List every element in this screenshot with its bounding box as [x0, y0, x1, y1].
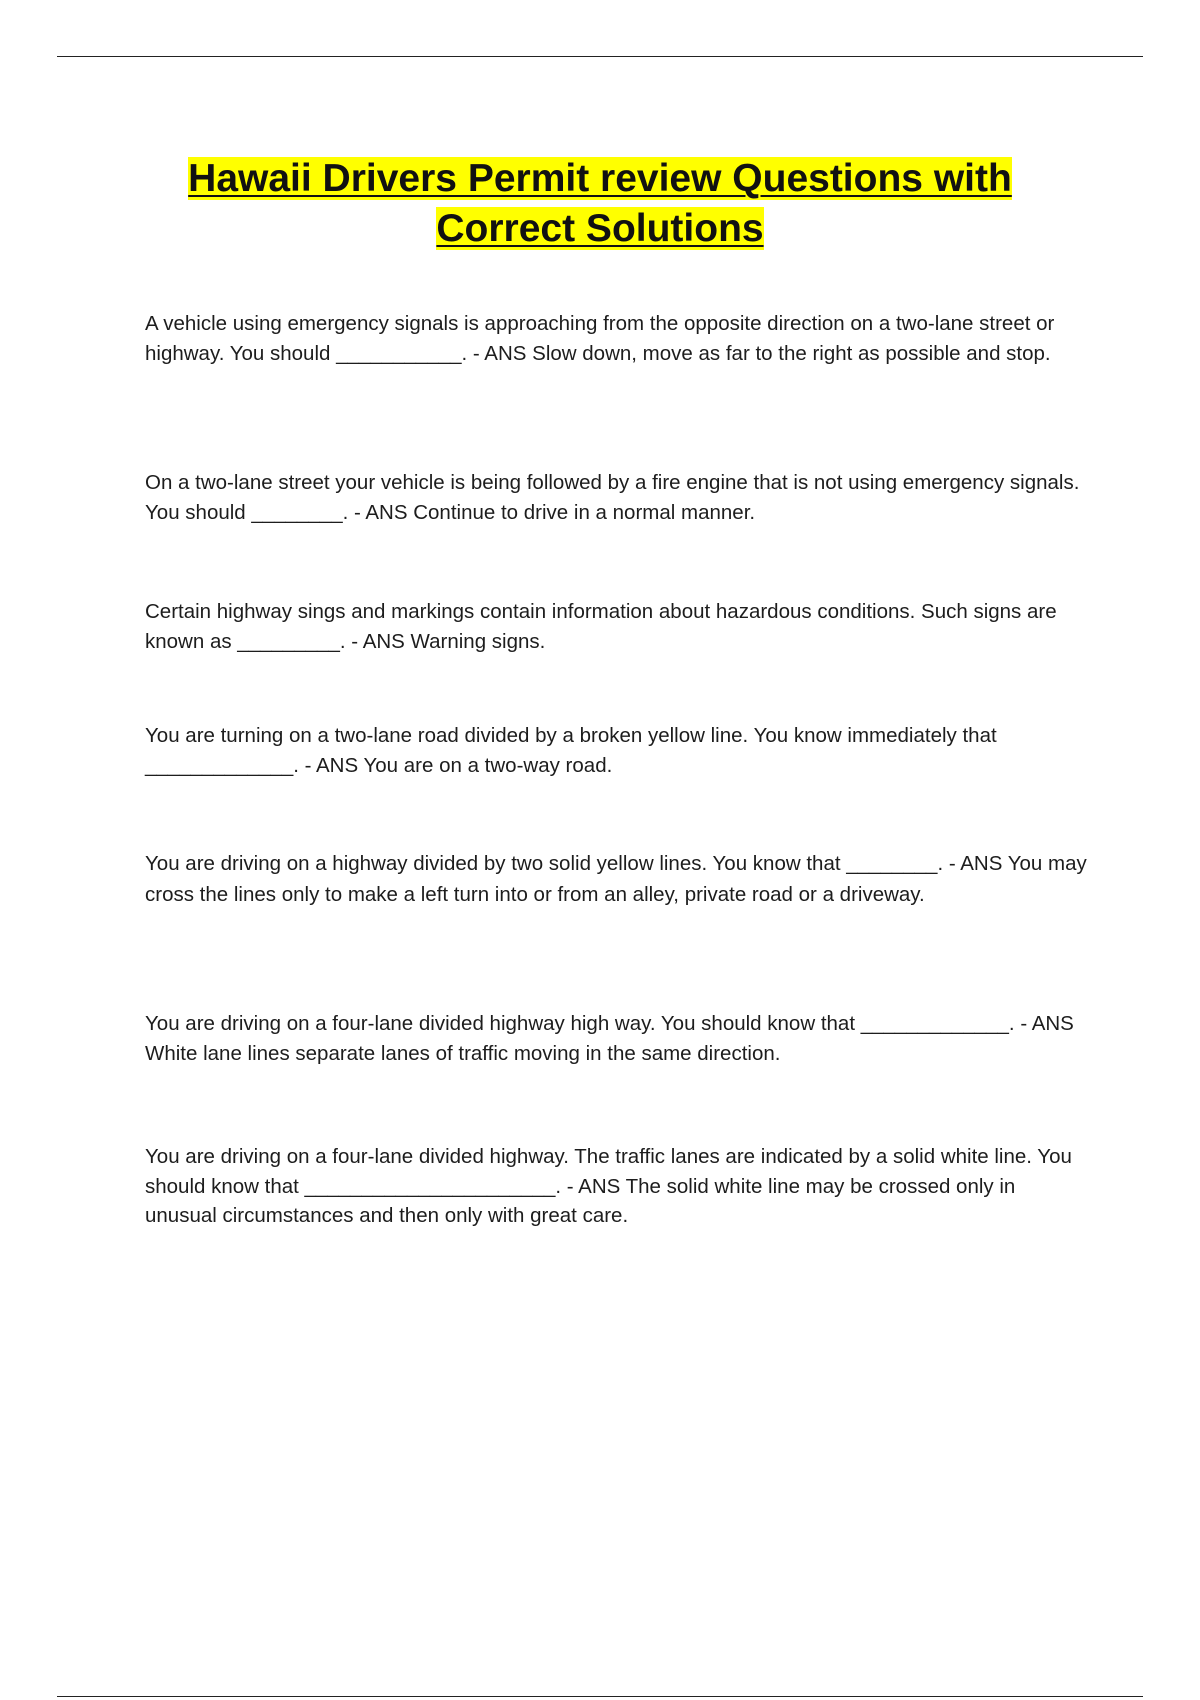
question-answer-4: You are turning on a two-lane road divided by a broken yellow line. You know immediately that _____________. - ANS You are on a two-way road.	[145, 724, 997, 777]
top-rule	[57, 56, 1143, 57]
question-answer-2: On a two-lane street your vehicle is being followed by a fire engine that is not using emergency signals. You should ________. - ANS Continue to drive in a normal manner.	[145, 471, 1080, 524]
question-answer-6: You are driving on a four-lane divided highway high way. You should know that _____________. - ANS White lane lines separate lanes of traffic moving in the same direction.	[145, 1012, 1074, 1065]
title-line-2: Correct Solutions	[436, 207, 764, 250]
title-line-1: Hawaii Drivers Permit review Questions with	[188, 157, 1012, 200]
question-answer-1: A vehicle using emergency signals is approaching from the opposite direction on a two-lane street or highway. You should ___________. - ANS Slow down, move as far to the right as possible and stop.	[145, 312, 1055, 365]
bottom-rule	[57, 1696, 1143, 1697]
question-answer-3: Certain highway sings and markings contain information about hazardous conditions. Such signs are known as _________. - ANS Warning signs.	[145, 600, 1057, 653]
page-title	[0, 154, 1200, 254]
question-answer-5: You are driving on a highway divided by two solid yellow lines. You know that ________. - ANS You may cross the lines only to make a left turn into or from an alley, private road or a driveway.	[145, 852, 1087, 906]
question-answer-7: You are driving on a four-lane divided highway. The traffic lanes are indicated by a solid white line. You should know that ______________________. - ANS The solid white line may be crossed only in unusual circumstances and then only with great care.	[145, 1145, 1072, 1227]
